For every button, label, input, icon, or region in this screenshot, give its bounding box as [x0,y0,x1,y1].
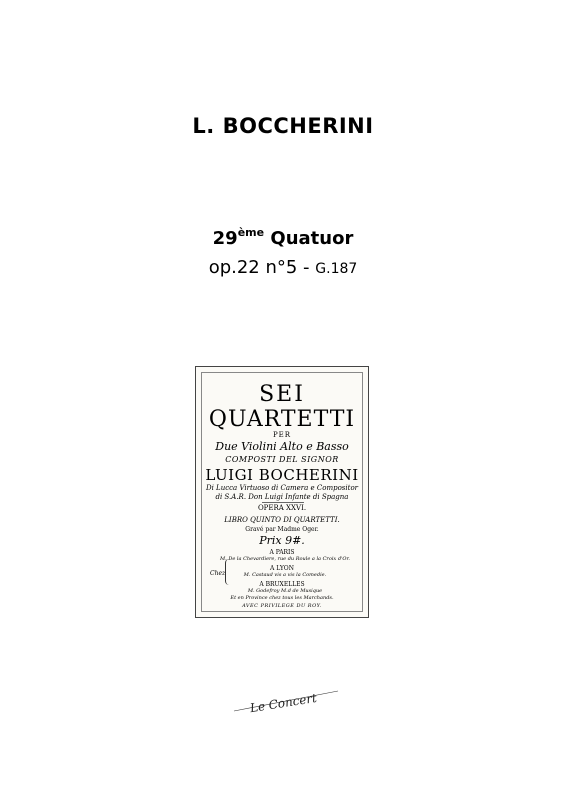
opus-line [0,257,566,278]
title-libro: LIBRO QUINTO DI QUARTETTI. [224,516,340,524]
divider-rule [262,502,304,503]
title-lyon: A LYON [270,565,294,572]
composer-name: L. BOCCHERINI [192,114,374,138]
title-page-frame [201,372,363,612]
quartet-number-suffix: ème [237,226,265,239]
title-chez: Chez [210,570,226,577]
title-di-lucca: Di Lucca Virtuoso di Camera e Compositor [205,484,359,492]
signature-mark [226,683,346,719]
signature-text: Le Concert [248,690,318,716]
opus-number: op.22 n°5 - [208,257,316,278]
title-sei: SEI [259,382,305,407]
catalog-number: G.187 [315,261,358,277]
title-instruments: Due Violini Alto e Basso [215,440,349,453]
title-lyon-address: M. Castaud vis a vis la Comedie. [243,572,327,578]
title-paris-address: M. De la Chevardiere, rue du Roule a la Croix d'Or. [220,556,350,562]
title-sar: di S.A.R. Don Luigi Infante di Spagna [215,493,349,501]
quartet-title [0,227,566,249]
title-engraver: Gravé par Madme Oger. [245,526,319,533]
brace-mark [225,559,230,585]
title-per: PER [272,431,292,439]
title-bruxelles-address: M. Godefroy M.d de Musique [247,588,323,594]
title-composti: COMPOSTI DEL SIGNOR [225,455,339,464]
quartet-word: Quatuor [270,228,354,249]
title-provinces: Et en Province chez tous les Marchands. [230,595,334,601]
title-privilege: AVEC PRIVILEGE DU ROY. [242,603,322,609]
title-price: Prix 9#. [259,534,305,547]
title-bruxelles: A BRUXELLES [259,581,305,588]
title-page-image [195,366,369,618]
title-paris: A PARIS [269,549,295,556]
title-quartetti: QUARTETTI [208,407,356,432]
quartet-number: 29 [212,228,238,249]
title-composer: LUIGI BOCHERINI [205,466,359,484]
title-opera: OPERA XXVI. [257,504,307,512]
